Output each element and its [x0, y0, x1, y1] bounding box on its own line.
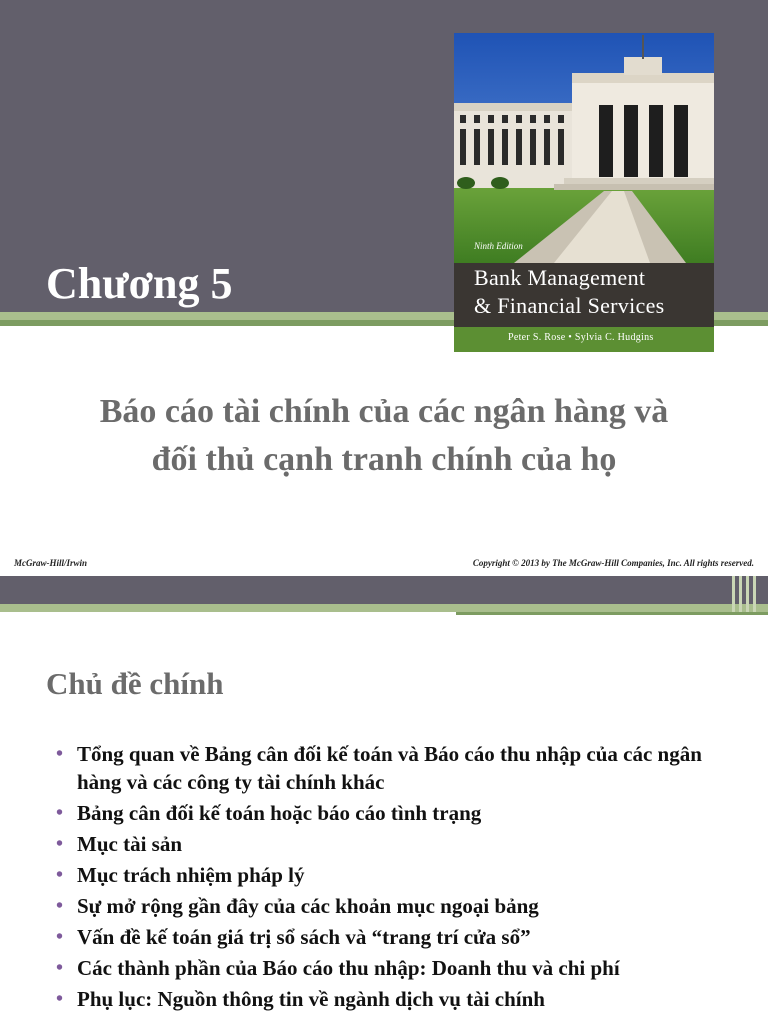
- bullet-icon: •: [56, 957, 64, 979]
- decorative-bars: [732, 576, 762, 612]
- book-authors: Peter S. Rose • Sylvia C. Hudgins: [508, 332, 654, 343]
- topics-slide: [0, 576, 768, 1024]
- list-item: • Mục tài sản: [56, 832, 182, 856]
- list-item: • Các thành phần của Báo cáo thu nhập: Doanh thu và chi phí: [56, 956, 620, 980]
- book-cover: [454, 33, 714, 352]
- book-title-line2: & Financial Services: [474, 293, 665, 318]
- bullet-icon: •: [56, 864, 64, 886]
- book-title-line1: Bank Management: [474, 265, 646, 290]
- subtitle-line-2: đối thủ cạnh tranh chính của họ: [151, 441, 617, 478]
- accent-stripe-right: [456, 612, 768, 629]
- accent-stripe: [0, 604, 768, 612]
- list-item: • Vấn đề kế toán giá trị sổ sách và “trang trí cửa sổ”: [56, 925, 531, 949]
- slide-heading: Chủ đề chính: [46, 666, 224, 701]
- book-edition: Ninth Edition: [474, 241, 523, 251]
- list-item: • Bảng cân đối kế toán hoặc báo cáo tình trạng: [56, 801, 482, 825]
- copyright-footer: Copyright © 2013 by The McGraw-Hill Companies, Inc. All rights reserved.: [472, 558, 754, 568]
- list-item: • Sự mở rộng gần đây của các khoản mục ngoại bảng: [56, 894, 539, 918]
- list-item: • Mục trách nhiệm pháp lý: [56, 863, 305, 887]
- bullet-icon: •: [56, 988, 64, 1010]
- bullet-icon: •: [56, 895, 64, 917]
- bullet-icon: •: [56, 743, 64, 765]
- bullet-icon: •: [56, 833, 64, 855]
- subtitle-line-1: Báo cáo tài chính của các ngân hàng và: [99, 393, 669, 430]
- topic-list: [56, 740, 746, 1016]
- bullet-icon: •: [56, 802, 64, 824]
- publisher-footer: McGraw-Hill/Irwin: [14, 558, 88, 568]
- chapter-subtitle: [24, 388, 744, 484]
- list-item: • Phụ lục: Nguồn thông tin về ngành dịch vụ tài chính: [56, 987, 545, 1011]
- list-item: • Tổng quan về Bảng cân đối kế toán và Báo cáo thu nhập của các ngân hàng và các công ty tài chính khác: [56, 742, 702, 794]
- header-band: [0, 576, 768, 604]
- bullet-icon: •: [56, 926, 64, 948]
- chapter-title: Chương 5: [46, 259, 233, 308]
